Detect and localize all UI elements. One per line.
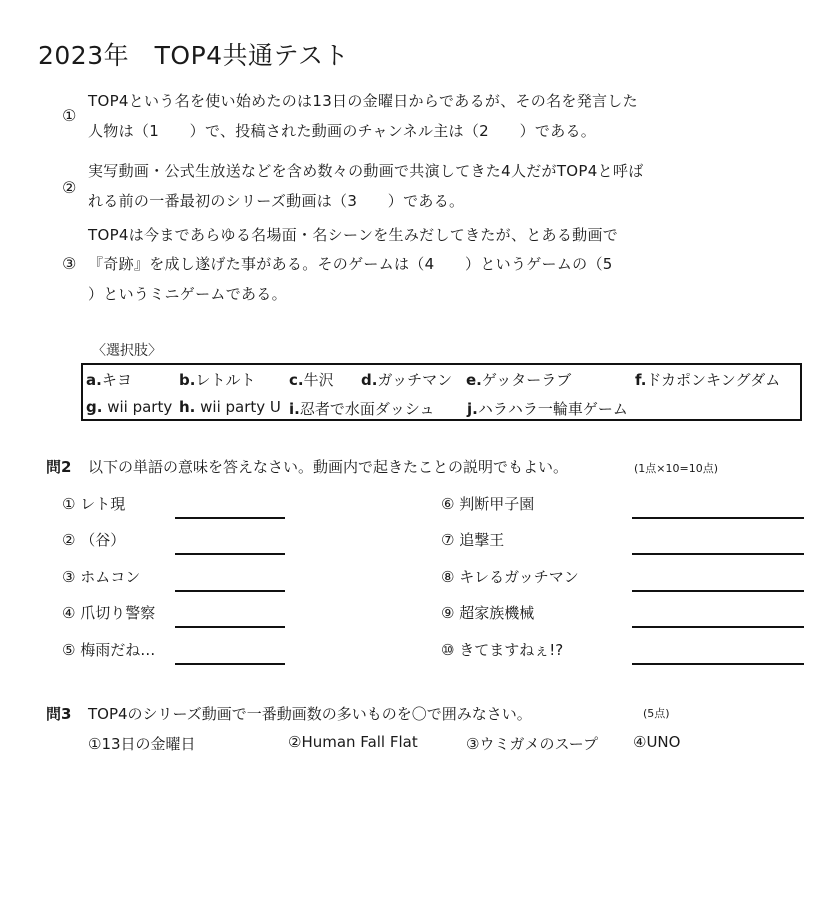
q3-points: (5点) [643, 707, 670, 720]
answer-line-10[interactable] [632, 663, 804, 665]
q3-label: 問3 [46, 705, 72, 723]
choice-j: j.ハラハラ一輪車ゲーム [467, 400, 628, 418]
choices-label: 〈選択肢〉 [92, 343, 162, 359]
q1-item-2-line-2: れる前の一番最初のシリーズ動画は（3 ）である。 [88, 192, 465, 210]
answer-line-5[interactable] [175, 663, 285, 665]
choice-a: a.キヨ [86, 371, 132, 389]
choice-b: b.レトルト [179, 371, 256, 389]
answer-line-4[interactable] [175, 626, 285, 628]
q1-item-1-number: ① [62, 106, 77, 125]
q3-option-2[interactable]: ②Human Fall Flat [288, 733, 418, 751]
answer-line-6[interactable] [632, 517, 804, 519]
q2-item-7: ⑦ 追撃王 [441, 531, 505, 549]
answer-line-3[interactable] [175, 590, 285, 592]
q2-item-8: ⑧ キレるガッチマン [441, 568, 579, 586]
q1-item-3-line-2: 『奇跡』を成し遂げた事がある。そのゲームは（4 ）というゲームの（5 [88, 255, 613, 273]
q2-points: (1点×10=10点) [634, 462, 719, 475]
choice-h: h. wii party U [179, 398, 281, 416]
answer-line-7[interactable] [632, 553, 804, 555]
page-title: 2023年 TOP4共通テスト [38, 41, 350, 70]
answer-line-8[interactable] [632, 590, 804, 592]
answer-line-9[interactable] [632, 626, 804, 628]
q2-item-2: ② （谷） [62, 531, 126, 549]
choice-e: e.ゲッターラブ [466, 371, 572, 389]
q2-item-9: ⑨ 超家族機械 [441, 604, 535, 622]
q2-item-1: ① レト現 [62, 495, 126, 513]
q2-instruction: 以下の単語の意味を答えなさい。動画内で起きたことの説明でもよい。 [88, 458, 569, 476]
choice-i: i.忍者で水面ダッシュ [289, 400, 435, 418]
q2-item-10: ⑩ きてますねぇ!? [441, 641, 564, 659]
choice-d: d.ガッチマン [361, 371, 453, 389]
q2-item-5: ⑤ 梅雨だね… [62, 641, 156, 659]
q1-item-3-number: ③ [62, 254, 77, 273]
q1-item-2-line-1: 実写動画・公式生放送などを含め数々の動画で共演してきた4人だがTOP4と呼ば [88, 162, 644, 180]
q3-option-4[interactable]: ④UNO [633, 733, 681, 751]
q3-option-1[interactable]: ①13日の金曜日 [88, 735, 196, 753]
answer-line-1[interactable] [175, 517, 285, 519]
q2-label: 問2 [46, 458, 72, 476]
choice-g: g. wii party [86, 398, 173, 416]
q3-instruction: TOP4のシリーズ動画で一番動画数の多いものを〇で囲みなさい。 [88, 705, 532, 723]
q2-item-3: ③ ホムコン [62, 568, 141, 586]
q2-item-4: ④ 爪切り警察 [62, 604, 156, 622]
q1-item-2-number: ② [62, 178, 77, 197]
q1-item-3-line-3: ）というミニゲームである。 [88, 285, 287, 303]
choice-f: f.ドカポンキングダム [635, 371, 781, 389]
answer-line-2[interactable] [175, 553, 285, 555]
q2-item-6: ⑥ 判断甲子園 [441, 495, 535, 513]
q1-item-1-line-1: TOP4という名を使い始めたのは13日の金曜日からであるが、その名を発言した [88, 92, 638, 110]
q3-option-3[interactable]: ③ウミガメのスープ [466, 735, 598, 753]
choice-c: c.牛沢 [289, 371, 334, 389]
q1-item-3-line-1: TOP4は今まであらゆる名場面・名シーンを生みだしてきたが、とある動画で [88, 226, 619, 244]
q1-item-1-line-2: 人物は（1 ）で、投稿された動画のチャンネル主は（2 ）である。 [88, 122, 597, 140]
